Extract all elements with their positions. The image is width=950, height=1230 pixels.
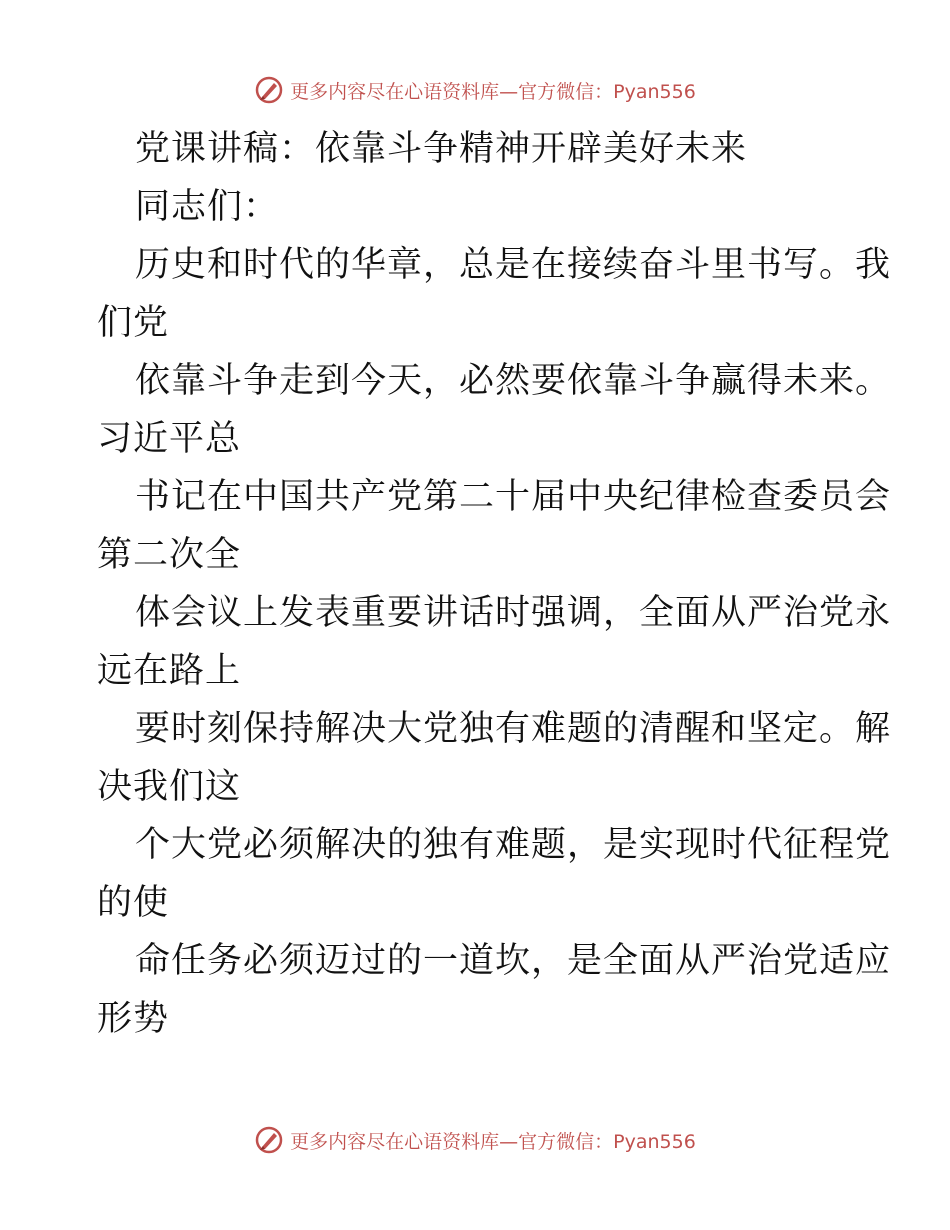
footer-text: 更多内容尽在心语资料库—官方微信：Pyan556 <box>290 1130 696 1153</box>
paragraph-line: 的使 <box>97 883 170 923</box>
paragraph-line: 决我们这 <box>97 767 242 807</box>
paragraph-line: 第二次全 <box>97 535 242 575</box>
pen-logo-icon <box>254 1125 284 1155</box>
salutation: 同志们： <box>135 187 280 227</box>
paragraph-line: 形势 <box>97 999 170 1039</box>
document-title: 党课讲稿：依靠斗争精神开辟美好未来 <box>135 129 748 169</box>
paragraph-line: 书记在中国共产党第二十届中央纪律检查委员会 <box>135 477 892 517</box>
header-text: 更多内容尽在心语资料库—官方微信：Pyan556 <box>290 80 696 103</box>
paragraph-line: 命任务必须迈过的一道坎，是全面从严治党适应 <box>135 941 892 981</box>
paragraph-line: 远在路上 <box>97 651 242 691</box>
header-banner <box>0 70 950 110</box>
paragraph-line: 们党 <box>97 303 170 343</box>
paragraph-line: 要时刻保持解决大党独有难题的清醒和坚定。解 <box>135 709 892 749</box>
pen-logo-icon <box>254 75 284 105</box>
paragraph-line: 依靠斗争走到今天，必然要依靠斗争赢得未来。 <box>135 361 892 401</box>
footer-banner <box>0 1120 950 1160</box>
paragraph-line: 体会议上发表重要讲话时强调，全面从严治党永 <box>135 593 892 633</box>
paragraph-line: 历史和时代的华章，总是在接续奋斗里书写。我 <box>135 245 892 285</box>
paragraph-line: 习近平总 <box>97 419 242 459</box>
paragraph-line: 个大党必须解决的独有难题，是实现时代征程党 <box>135 825 892 865</box>
document-body <box>97 120 892 1048</box>
